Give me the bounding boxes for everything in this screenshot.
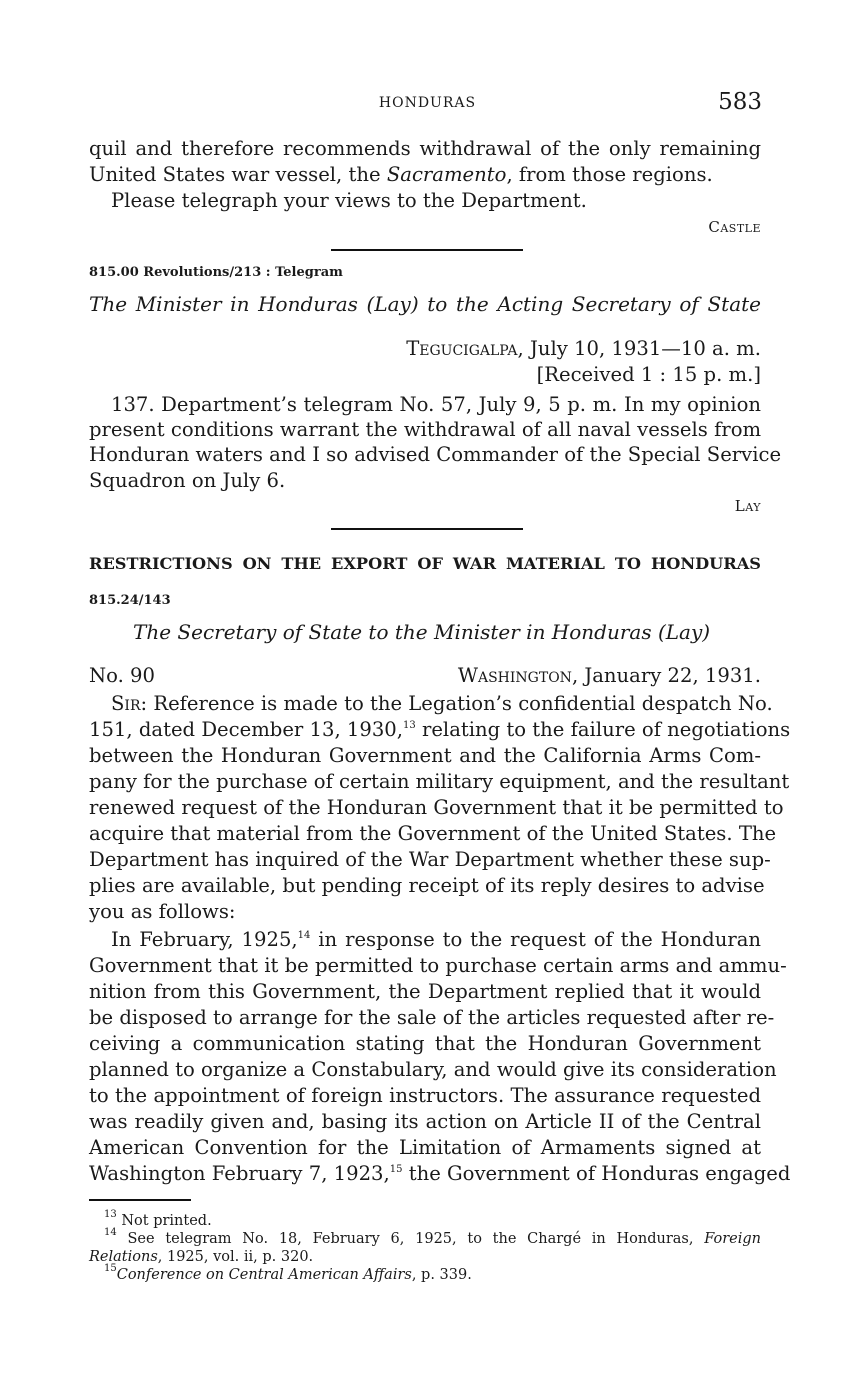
text-line: Squadron on July 6. <box>89 469 286 492</box>
dateline: Washington, January 22, 1931. <box>457 664 761 687</box>
text-line: renewed request of the Honduran Government that it be permitted to <box>89 796 784 819</box>
place-name: Tegucigalpa <box>406 337 518 360</box>
text-line: American Convention for the Limitation of Armaments signed at <box>89 1136 761 1159</box>
text-line: Sir: Reference is made to the Legation’s confidential despatch No. <box>111 692 773 715</box>
dateline: Tegucigalpa, July 10, 1931—10 a. m. <box>406 337 761 360</box>
document-title: The Secretary of State to the Minister in Honduras (Lay) <box>133 620 711 644</box>
footnote-rule <box>89 1199 191 1201</box>
received-note: [Received 1 : 15 p. m.] <box>536 363 761 386</box>
text-line: 151, dated December 13, 1930,13 relating to the failure of negotiations <box>89 718 791 741</box>
footnote-ref[interactable]: 14 <box>297 930 311 941</box>
text-line: Please telegraph your views to the Department. <box>111 189 587 212</box>
signature-lay: Lay <box>734 497 761 515</box>
footnote-14: $^{14}$ See telegram No. 18, February 6, 1925, to the Chargé in Honduras, Foreign <box>104 1227 761 1247</box>
text-line: Government that it be permitted to purchase certain arms and ammu- <box>89 954 787 977</box>
document-number: No. 90 <box>89 664 155 687</box>
text-line: quil and therefore recommends withdrawal of the only remaining <box>89 137 761 160</box>
section-heading: RESTRICTIONS ON THE EXPORT OF WAR MATERIAL TO HONDURAS <box>89 554 761 573</box>
text-line: Honduran waters and I so advised Commander of the Special Service <box>89 443 782 466</box>
footnote-14-cont: Relations, 1925, vol. ii, p. 320. <box>89 1249 314 1265</box>
salutation: Sir <box>111 692 141 715</box>
section-divider <box>331 249 523 251</box>
text-line: In February, 1925,14 in response to the request of the Honduran <box>111 928 761 951</box>
text-line: Washington February 7, 1923,15 the Government of Honduras engaged <box>89 1162 791 1185</box>
footnote-ref[interactable]: 15 <box>389 1164 403 1175</box>
footnote-ref[interactable]: 13 <box>403 720 416 731</box>
file-number: 815.24/143 <box>89 593 171 608</box>
footnote-15: $^{15}$Conference on Central American Affairs, p. 339. <box>104 1263 472 1283</box>
text-line: planned to organize a Constabulary, and would give its consideration <box>89 1058 777 1081</box>
text-line: 137. Department’s telegram No. 57, July 9, 5 p. m. In my opinion <box>111 393 761 416</box>
ship-name: Sacramento <box>386 163 507 186</box>
signature-castle: Castle <box>708 218 761 236</box>
text-line: pany for the purchase of certain military equipment, and the resultant <box>89 770 790 793</box>
document-title: The Minister in Honduras (Lay) to the Acting Secretary of State <box>89 292 761 316</box>
text-line: ceiving a communication stating that the Honduran Government <box>89 1032 761 1055</box>
place-name: Washington <box>457 664 572 687</box>
text-line: was readily given and, basing its action on Article II of the Central <box>89 1110 761 1133</box>
running-header-title: HONDURAS <box>378 95 477 111</box>
text-line: nition from this Government, the Department replied that it would <box>89 980 761 1003</box>
text-line: to the appointment of foreign instructors. The assurance requested <box>89 1084 761 1107</box>
text-line: United States war vessel, the Sacramento, from those regions. <box>89 163 713 186</box>
section-divider <box>331 528 523 530</box>
text-line: between the Honduran Government and the California Arms Com- <box>89 744 761 767</box>
text-line: acquire that material from the Government of the United States. The <box>89 822 777 845</box>
text-line: plies are available, but pending receipt of its reply desires to advise <box>89 874 765 897</box>
text-line: Department has inquired of the War Department whether these sup- <box>89 848 771 871</box>
footnote-13: $^{13}$ Not printed. <box>104 1209 212 1229</box>
page-number: 583 <box>718 89 762 115</box>
text-line: present conditions warrant the withdrawal of all naval vessels from <box>89 418 762 441</box>
text-line: you as follows: <box>89 900 236 923</box>
file-number: 815.00 Revolutions/213 : Telegram <box>89 265 343 280</box>
text-line: be disposed to arrange for the sale of the articles requested after re- <box>89 1006 775 1029</box>
